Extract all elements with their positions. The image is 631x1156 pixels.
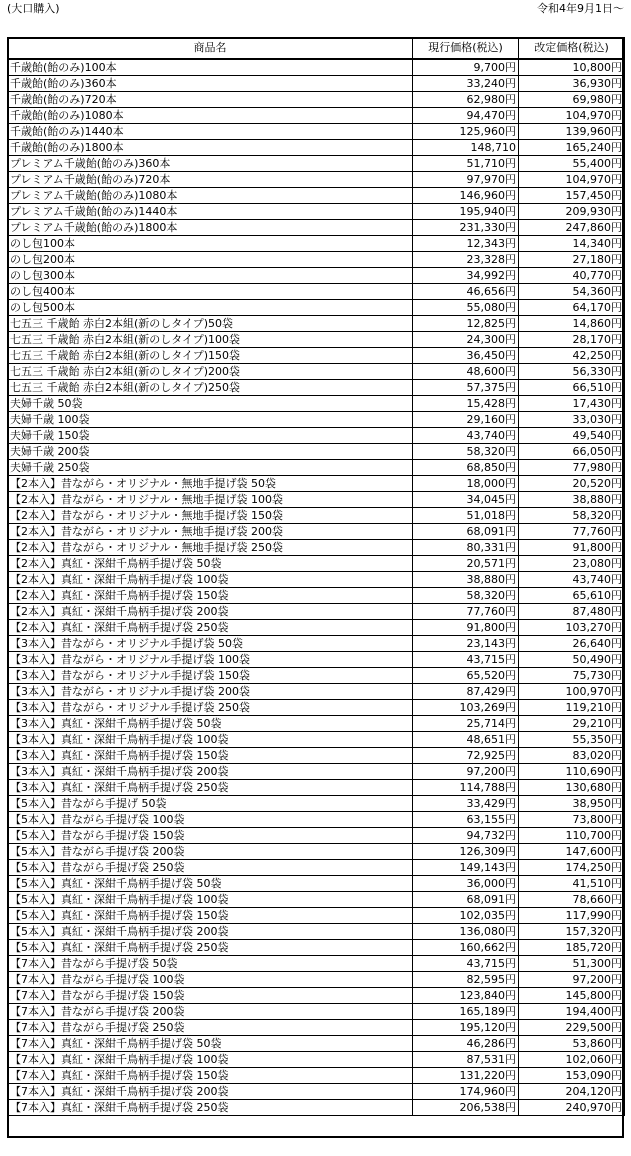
product-name-cell: プレミアム千歳飴(飴のみ)1800本 [8, 220, 413, 236]
new-price-cell: 204,120円 [519, 1084, 625, 1100]
product-name-cell: 【5本入】真紅・深紺千鳥柄手提げ袋 200袋 [8, 924, 413, 940]
current-price-cell: 174,960円 [413, 1084, 519, 1100]
product-name-cell: 【2本入】昔ながら・オリジナル・無地手提げ袋 150袋 [8, 508, 413, 524]
new-price-cell: 27,180円 [519, 252, 625, 268]
current-price-cell: 77,760円 [413, 604, 519, 620]
table-row [8, 412, 625, 428]
new-price-cell: 56,330円 [519, 364, 625, 380]
table-row [8, 652, 625, 668]
table-row [8, 748, 625, 764]
table-row [8, 252, 625, 268]
new-price-cell: 41,510円 [519, 876, 625, 892]
product-name-cell: 【7本入】昔ながら手提げ袋 150袋 [8, 988, 413, 1004]
new-price-cell: 23,080円 [519, 556, 625, 572]
current-price-cell: 136,080円 [413, 924, 519, 940]
new-price-cell: 194,400円 [519, 1004, 625, 1020]
new-price-cell: 153,090円 [519, 1068, 625, 1084]
table-row [8, 1004, 625, 1020]
new-price-cell: 119,210円 [519, 700, 625, 716]
current-price-cell: 97,200円 [413, 764, 519, 780]
table-row [8, 380, 625, 396]
current-price-cell: 165,189円 [413, 1004, 519, 1020]
current-price-cell: 126,309円 [413, 844, 519, 860]
product-name-cell: 【5本入】真紅・深紺千鳥柄手提げ袋 50袋 [8, 876, 413, 892]
product-name-cell: 【2本入】真紅・深紺千鳥柄手提げ袋 100袋 [8, 572, 413, 588]
current-price-cell: 80,331円 [413, 540, 519, 556]
current-price-cell: 43,715円 [413, 652, 519, 668]
table-row [8, 76, 625, 92]
table-row [8, 620, 625, 636]
table-body [8, 59, 625, 1116]
new-price-cell: 97,200円 [519, 972, 625, 988]
product-name-cell: 千歳飴(飴のみ)1800本 [8, 140, 413, 156]
table-row [8, 700, 625, 716]
new-price-cell: 38,950円 [519, 796, 625, 812]
product-name-cell: 【7本入】真紅・深紺千鳥柄手提げ袋 200袋 [8, 1084, 413, 1100]
new-price-cell: 229,500円 [519, 1020, 625, 1036]
product-name-cell: 夫婦千歳 200袋 [8, 444, 413, 460]
current-price-cell: 87,531円 [413, 1052, 519, 1068]
table-row [8, 140, 625, 156]
new-price-cell: 139,960円 [519, 124, 625, 140]
new-price-cell: 104,970円 [519, 108, 625, 124]
current-price-cell: 25,714円 [413, 716, 519, 732]
table-row [8, 860, 625, 876]
current-price-cell: 20,571円 [413, 556, 519, 572]
new-price-cell: 157,320円 [519, 924, 625, 940]
current-price-cell: 125,960円 [413, 124, 519, 140]
new-price-cell: 77,980円 [519, 460, 625, 476]
table-row [8, 540, 625, 556]
new-price-cell: 174,250円 [519, 860, 625, 876]
current-price-cell: 38,880円 [413, 572, 519, 588]
current-price-cell: 18,000円 [413, 476, 519, 492]
current-price-cell: 63,155円 [413, 812, 519, 828]
new-price-cell: 55,400円 [519, 156, 625, 172]
new-price-cell: 247,860円 [519, 220, 625, 236]
product-name-cell: 七五三 千歳飴 赤白2本組(新のしタイプ)200袋 [8, 364, 413, 380]
new-price-cell: 117,990円 [519, 908, 625, 924]
product-name-cell: 【7本入】真紅・深紺千鳥柄手提げ袋 50袋 [8, 1036, 413, 1052]
current-price-cell: 9,700円 [413, 59, 519, 76]
table-row [8, 716, 625, 732]
current-price-cell: 68,850円 [413, 460, 519, 476]
new-price-cell: 49,540円 [519, 428, 625, 444]
product-name-cell: 千歳飴(飴のみ)720本 [8, 92, 413, 108]
current-price-cell: 149,143円 [413, 860, 519, 876]
product-name-cell: プレミアム千歳飴(飴のみ)1080本 [8, 188, 413, 204]
new-price-cell: 55,350円 [519, 732, 625, 748]
table-row [8, 588, 625, 604]
current-price-cell: 55,080円 [413, 300, 519, 316]
product-name-cell: 【5本入】昔ながら手提げ袋 250袋 [8, 860, 413, 876]
product-name-cell: 【3本入】昔ながら・オリジナル手提げ袋 150袋 [8, 668, 413, 684]
new-price-cell: 38,880円 [519, 492, 625, 508]
table-row [8, 1020, 625, 1036]
document-header [7, 2, 624, 16]
table-row [8, 1100, 625, 1116]
product-name-cell: 七五三 千歳飴 赤白2本組(新のしタイプ)100袋 [8, 332, 413, 348]
table-row [8, 428, 625, 444]
table-row [8, 924, 625, 940]
new-price-cell: 33,030円 [519, 412, 625, 428]
product-name-cell: 千歳飴(飴のみ)1080本 [8, 108, 413, 124]
current-price-cell: 58,320円 [413, 444, 519, 460]
product-name-cell: のし包400本 [8, 284, 413, 300]
current-price-cell: 12,343円 [413, 236, 519, 252]
product-name-cell: 【3本入】真紅・深紺千鳥柄手提げ袋 100袋 [8, 732, 413, 748]
current-price-cell: 58,320円 [413, 588, 519, 604]
table-row [8, 780, 625, 796]
table-row [8, 604, 625, 620]
table-row [8, 460, 625, 476]
new-price-cell: 147,600円 [519, 844, 625, 860]
table-row [8, 892, 625, 908]
new-price-cell: 53,860円 [519, 1036, 625, 1052]
table-row [8, 156, 625, 172]
new-price-cell: 77,760円 [519, 524, 625, 540]
table-row [8, 1052, 625, 1068]
product-name-cell: 夫婦千歳 150袋 [8, 428, 413, 444]
table-row [8, 844, 625, 860]
current-price-cell: 206,538円 [413, 1100, 519, 1116]
current-price-cell: 23,143円 [413, 636, 519, 652]
table-row [8, 1068, 625, 1084]
table-row [8, 1084, 625, 1100]
table-row [8, 300, 625, 316]
table-row [8, 732, 625, 748]
new-price-cell: 42,250円 [519, 348, 625, 364]
current-price-cell: 195,940円 [413, 204, 519, 220]
new-price-cell: 10,800円 [519, 59, 625, 76]
product-name-cell: のし包300本 [8, 268, 413, 284]
table-row [8, 508, 625, 524]
table-row [8, 828, 625, 844]
new-price-cell: 58,320円 [519, 508, 625, 524]
table-row [8, 220, 625, 236]
table-row [8, 572, 625, 588]
table-row [8, 348, 625, 364]
table-row [8, 284, 625, 300]
new-price-cell: 75,730円 [519, 668, 625, 684]
current-price-cell: 102,035円 [413, 908, 519, 924]
current-price-cell: 114,788円 [413, 780, 519, 796]
new-price-cell: 28,170円 [519, 332, 625, 348]
table-row [8, 444, 625, 460]
table-row [8, 1036, 625, 1052]
current-price-cell: 29,160円 [413, 412, 519, 428]
product-name-cell: 【7本入】昔ながら手提げ袋 200袋 [8, 1004, 413, 1020]
table-row [8, 956, 625, 972]
product-name-cell: 【2本入】昔ながら・オリジナル・無地手提げ袋 100袋 [8, 492, 413, 508]
new-price-cell: 20,520円 [519, 476, 625, 492]
product-name-cell: 千歳飴(飴のみ)100本 [8, 59, 413, 76]
current-price-cell: 51,018円 [413, 508, 519, 524]
table-row [8, 972, 625, 988]
table-row [8, 764, 625, 780]
product-name-cell: 【5本入】昔ながら手提げ袋 150袋 [8, 828, 413, 844]
product-name-cell: 【2本入】昔ながら・オリジナル・無地手提げ袋 50袋 [8, 476, 413, 492]
table-row [8, 636, 625, 652]
current-price-cell: 94,732円 [413, 828, 519, 844]
new-price-cell: 64,170円 [519, 300, 625, 316]
table-row [8, 236, 625, 252]
table-row [8, 876, 625, 892]
product-name-cell: 【2本入】昔ながら・オリジナル・無地手提げ袋 200袋 [8, 524, 413, 540]
table-row [8, 108, 625, 124]
new-price-cell: 50,490円 [519, 652, 625, 668]
current-price-cell: 68,091円 [413, 892, 519, 908]
table-row [8, 940, 625, 956]
new-price-cell: 103,270円 [519, 620, 625, 636]
current-price-cell: 94,470円 [413, 108, 519, 124]
product-name-cell: 【5本入】昔ながら手提げ袋 100袋 [8, 812, 413, 828]
table-row [8, 556, 625, 572]
current-price-cell: 34,992円 [413, 268, 519, 284]
product-name-cell: 【5本入】真紅・深紺千鳥柄手提げ袋 150袋 [8, 908, 413, 924]
table-row [8, 268, 625, 284]
new-price-cell: 165,240円 [519, 140, 625, 156]
product-name-cell: 【2本入】真紅・深紺千鳥柄手提げ袋 50袋 [8, 556, 413, 572]
new-price-cell: 43,740円 [519, 572, 625, 588]
current-price-cell: 231,330円 [413, 220, 519, 236]
table-row [8, 812, 625, 828]
current-price-cell: 48,600円 [413, 364, 519, 380]
table-row [8, 684, 625, 700]
current-price-cell: 72,925円 [413, 748, 519, 764]
table-row [8, 124, 625, 140]
current-price-cell: 48,651円 [413, 732, 519, 748]
table-row [8, 396, 625, 412]
product-name-cell: のし包500本 [8, 300, 413, 316]
product-name-cell: のし包100本 [8, 236, 413, 252]
current-price-cell: 46,286円 [413, 1036, 519, 1052]
product-name-cell: 千歳飴(飴のみ)360本 [8, 76, 413, 92]
new-price-cell: 145,800円 [519, 988, 625, 1004]
current-price-cell: 87,429円 [413, 684, 519, 700]
new-price-cell: 91,800円 [519, 540, 625, 556]
new-price-cell: 69,980円 [519, 92, 625, 108]
new-price-cell: 130,680円 [519, 780, 625, 796]
new-price-cell: 65,610円 [519, 588, 625, 604]
current-price-cell: 57,375円 [413, 380, 519, 396]
new-price-cell: 240,970円 [519, 1100, 625, 1116]
table-header-row [8, 38, 625, 60]
price-table [7, 37, 625, 1116]
current-price-cell: 68,091円 [413, 524, 519, 540]
new-price-cell: 102,060円 [519, 1052, 625, 1068]
product-name-cell: 【3本入】昔ながら・オリジナル手提げ袋 250袋 [8, 700, 413, 716]
current-price-cell: 160,662円 [413, 940, 519, 956]
product-name-cell: 【7本入】真紅・深紺千鳥柄手提げ袋 150袋 [8, 1068, 413, 1084]
table-row [8, 492, 625, 508]
effective-date: 令和4年9月1日～ [537, 2, 624, 15]
product-name-cell: 七五三 千歳飴 赤白2本組(新のしタイプ)50袋 [8, 316, 413, 332]
current-price-cell: 82,595円 [413, 972, 519, 988]
current-price-cell: 123,840円 [413, 988, 519, 1004]
current-price-cell: 51,710円 [413, 156, 519, 172]
new-price-cell: 110,690円 [519, 764, 625, 780]
product-name-cell: 【5本入】真紅・深紺千鳥柄手提げ袋 100袋 [8, 892, 413, 908]
table-row [8, 204, 625, 220]
new-price-cell: 104,970円 [519, 172, 625, 188]
product-name-cell: 【5本入】昔ながら手提げ 50袋 [8, 796, 413, 812]
new-price-cell: 14,860円 [519, 316, 625, 332]
product-name-cell: 千歳飴(飴のみ)1440本 [8, 124, 413, 140]
current-price-cell: 97,970円 [413, 172, 519, 188]
new-price-cell: 100,970円 [519, 684, 625, 700]
current-price-cell: 146,960円 [413, 188, 519, 204]
table-row [8, 524, 625, 540]
product-name-cell: 【3本入】真紅・深紺千鳥柄手提げ袋 200袋 [8, 764, 413, 780]
product-name-cell: 【3本入】真紅・深紺千鳥柄手提げ袋 150袋 [8, 748, 413, 764]
product-name-cell: 七五三 千歳飴 赤白2本組(新のしタイプ)150袋 [8, 348, 413, 364]
current-price-cell: 34,045円 [413, 492, 519, 508]
table-row [8, 188, 625, 204]
current-price-cell: 91,800円 [413, 620, 519, 636]
product-name-cell: プレミアム千歳飴(飴のみ)720本 [8, 172, 413, 188]
current-price-cell: 33,240円 [413, 76, 519, 92]
new-price-cell: 185,720円 [519, 940, 625, 956]
table-row [8, 92, 625, 108]
product-name-cell: 七五三 千歳飴 赤白2本組(新のしタイプ)250袋 [8, 380, 413, 396]
current-price-cell: 65,520円 [413, 668, 519, 684]
new-price-cell: 54,360円 [519, 284, 625, 300]
product-name-cell: 【2本入】真紅・深紺千鳥柄手提げ袋 150袋 [8, 588, 413, 604]
product-name-cell: プレミアム千歳飴(飴のみ)360本 [8, 156, 413, 172]
current-price-cell: 24,300円 [413, 332, 519, 348]
new-price-cell: 157,450円 [519, 188, 625, 204]
current-price-cell: 43,740円 [413, 428, 519, 444]
table-row [8, 316, 625, 332]
table-row [8, 668, 625, 684]
column-header-product: 商品名 [8, 38, 413, 60]
product-name-cell: 【3本入】真紅・深紺千鳥柄手提げ袋 50袋 [8, 716, 413, 732]
current-price-cell: 62,980円 [413, 92, 519, 108]
new-price-cell: 78,660円 [519, 892, 625, 908]
current-price-cell: 195,120円 [413, 1020, 519, 1036]
current-price-cell: 131,220円 [413, 1068, 519, 1084]
current-price-cell: 33,429円 [413, 796, 519, 812]
product-name-cell: 【3本入】昔ながら・オリジナル手提げ袋 100袋 [8, 652, 413, 668]
table-row [8, 364, 625, 380]
new-price-cell: 29,210円 [519, 716, 625, 732]
table-row [8, 476, 625, 492]
column-header-new-price: 改定価格(税込) [519, 38, 625, 60]
product-name-cell: 夫婦千歳 50袋 [8, 396, 413, 412]
product-name-cell: 夫婦千歳 100袋 [8, 412, 413, 428]
product-name-cell: 【2本入】昔ながら・オリジナル・無地手提げ袋 250袋 [8, 540, 413, 556]
current-price-cell: 12,825円 [413, 316, 519, 332]
table-row [8, 172, 625, 188]
table-row [8, 908, 625, 924]
new-price-cell: 36,930円 [519, 76, 625, 92]
product-name-cell: 【2本入】真紅・深紺千鳥柄手提げ袋 200袋 [8, 604, 413, 620]
new-price-cell: 26,640円 [519, 636, 625, 652]
new-price-cell: 51,300円 [519, 956, 625, 972]
current-price-cell: 36,000円 [413, 876, 519, 892]
product-name-cell: のし包200本 [8, 252, 413, 268]
new-price-cell: 66,510円 [519, 380, 625, 396]
table-row [8, 796, 625, 812]
product-name-cell: 【2本入】真紅・深紺千鳥柄手提げ袋 250袋 [8, 620, 413, 636]
new-price-cell: 17,430円 [519, 396, 625, 412]
new-price-cell: 209,930円 [519, 204, 625, 220]
product-name-cell: 【7本入】真紅・深紺千鳥柄手提げ袋 250袋 [8, 1100, 413, 1116]
product-name-cell: 【7本入】昔ながら手提げ袋 250袋 [8, 1020, 413, 1036]
product-name-cell: 【3本入】昔ながら・オリジナル手提げ袋 200袋 [8, 684, 413, 700]
table-row [8, 59, 625, 76]
product-name-cell: プレミアム千歳飴(飴のみ)1440本 [8, 204, 413, 220]
product-name-cell: 夫婦千歳 250袋 [8, 460, 413, 476]
table-row [8, 988, 625, 1004]
table-row [8, 332, 625, 348]
new-price-cell: 87,480円 [519, 604, 625, 620]
current-price-cell: 43,715円 [413, 956, 519, 972]
product-name-cell: 【7本入】昔ながら手提げ袋 100袋 [8, 972, 413, 988]
new-price-cell: 40,770円 [519, 268, 625, 284]
new-price-cell: 14,340円 [519, 236, 625, 252]
current-price-cell: 36,450円 [413, 348, 519, 364]
bulk-purchase-label: (大口購入) [7, 2, 60, 15]
new-price-cell: 66,050円 [519, 444, 625, 460]
current-price-cell: 15,428円 [413, 396, 519, 412]
current-price-cell: 103,269円 [413, 700, 519, 716]
product-name-cell: 【7本入】真紅・深紺千鳥柄手提げ袋 100袋 [8, 1052, 413, 1068]
current-price-cell: 148,710 [413, 140, 519, 156]
product-name-cell: 【7本入】昔ながら手提げ袋 50袋 [8, 956, 413, 972]
product-name-cell: 【5本入】真紅・深紺千鳥柄手提げ袋 250袋 [8, 940, 413, 956]
product-name-cell: 【3本入】昔ながら・オリジナル手提げ袋 50袋 [8, 636, 413, 652]
new-price-cell: 110,700円 [519, 828, 625, 844]
current-price-cell: 23,328円 [413, 252, 519, 268]
product-name-cell: 【5本入】昔ながら手提げ袋 200袋 [8, 844, 413, 860]
current-price-cell: 46,656円 [413, 284, 519, 300]
new-price-cell: 83,020円 [519, 748, 625, 764]
new-price-cell: 73,800円 [519, 812, 625, 828]
product-name-cell: 【3本入】真紅・深紺千鳥柄手提げ袋 250袋 [8, 780, 413, 796]
column-header-current-price: 現行価格(税込) [413, 38, 519, 60]
